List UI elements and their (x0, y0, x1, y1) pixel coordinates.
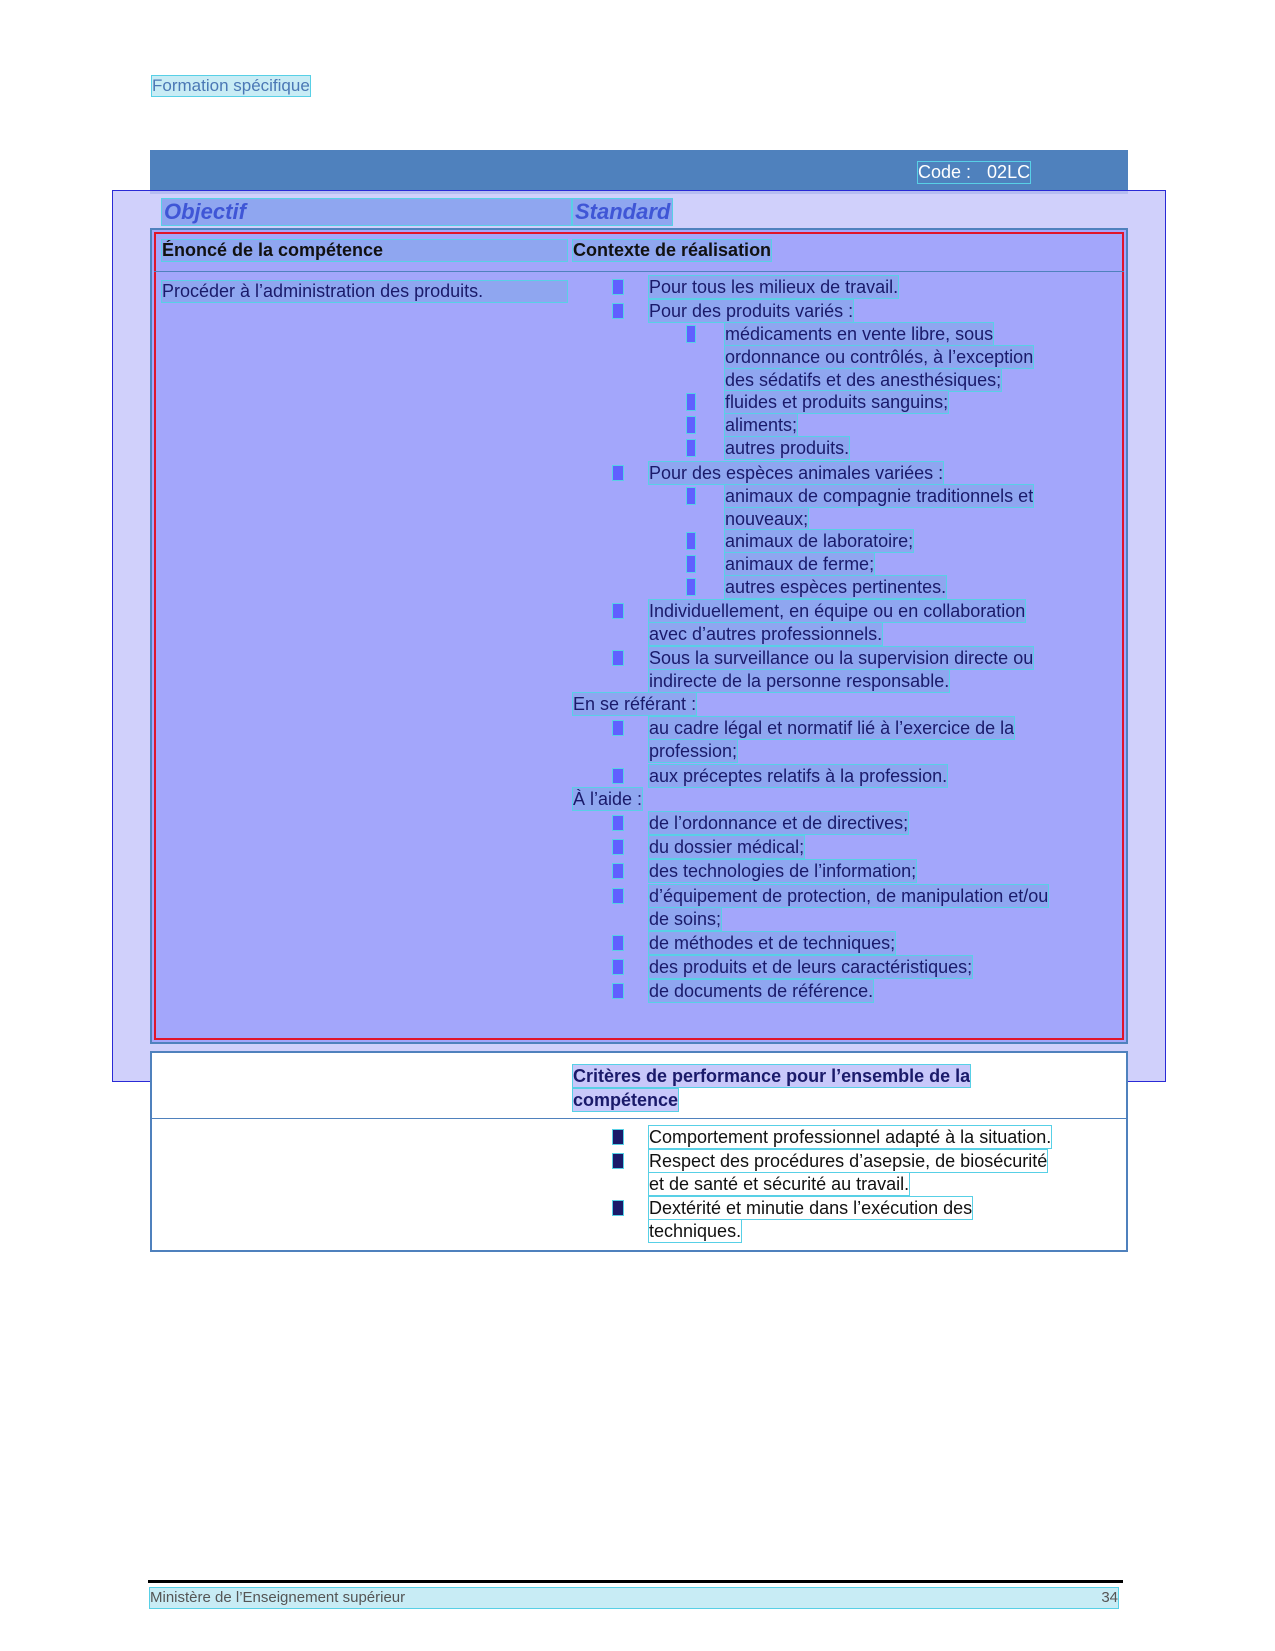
list-item: fluides et produits sanguins; (725, 392, 949, 412)
footer-ministry: Ministère de l’Enseignement supérieur (150, 1589, 406, 1606)
sub-bullet-icon (687, 417, 695, 433)
program-code (918, 162, 1030, 183)
heading-objectif: Objectif (162, 199, 571, 225)
list-item: Pour des espèces animales variées : (649, 463, 944, 483)
bullet-icon (613, 816, 623, 830)
sub-bullet-icon (687, 394, 695, 410)
list-item: autres produits. (725, 438, 850, 458)
bullet-icon (613, 651, 623, 665)
list-item: de méthodes et de techniques; (649, 933, 896, 953)
section-label: Formation spécifique (152, 76, 310, 95)
list-item: animaux de ferme; (725, 554, 875, 574)
sub-bullet-icon (687, 326, 695, 342)
competence-statement: Procéder à l’administration des produits. (162, 281, 567, 302)
list-item-continued: avec d’autres professionnels. (649, 624, 883, 644)
list-item: Pour tous les milieux de travail. (649, 277, 899, 297)
sub-bullet-icon (687, 579, 695, 595)
list-item: aliments; (725, 415, 798, 435)
bullet-icon (613, 1201, 623, 1215)
code-label: Code : (918, 162, 972, 182)
bullet-icon (613, 280, 623, 294)
list-item-continued: nouveaux; (725, 509, 809, 529)
column-header-statement: Énoncé de la compétence (162, 240, 567, 261)
bullet-icon (613, 864, 623, 878)
list-item: des technologies de l’information; (649, 861, 917, 881)
list-item-continued: et de santé et sécurité au travail. (649, 1174, 910, 1194)
bullet-icon (613, 936, 623, 950)
list-item: au cadre légal et normatif lié à l’exercice de la (649, 718, 1015, 738)
list-item-continued: profession; (649, 741, 738, 761)
bullet-icon (613, 984, 623, 998)
column-header-context: Contexte de réalisation (573, 240, 772, 260)
list-intro: En se référant : (573, 694, 697, 714)
sub-bullet-icon (687, 556, 695, 572)
criteria-header (573, 1064, 1033, 1112)
list-item: animaux de laboratoire; (725, 531, 914, 551)
list-item: d’équipement de protection, de manipulation et/ou (649, 886, 1049, 906)
list-item: autres espèces pertinentes. (725, 577, 947, 597)
list-item: du dossier médical; (649, 837, 805, 857)
list-item-continued: techniques. (649, 1221, 742, 1241)
list-item-continued: de soins; (649, 909, 722, 929)
sub-bullet-icon (687, 488, 695, 504)
bullet-icon (613, 840, 623, 854)
list-item: Sous la surveillance ou la supervision directe ou (649, 648, 1034, 668)
list-item-continued: indirecte de la personne responsable. (649, 671, 950, 691)
criteria-header-line: Critères de performance pour l’ensemble de la (573, 1066, 971, 1086)
criteria-header-line: compétence (573, 1090, 679, 1110)
list-item: de l’ordonnance et de directives; (649, 813, 909, 833)
list-intro: À l’aide : (573, 789, 643, 809)
page-footer (150, 1588, 1118, 1608)
footer-rule (148, 1580, 1123, 1583)
list-item: Respect des procédures d’asepsie, de biosécurité (649, 1151, 1048, 1171)
bullet-icon (613, 1130, 623, 1144)
list-item: Individuellement, en équipe ou en collaboration (649, 601, 1026, 621)
table-divider (152, 1118, 1126, 1119)
bullet-icon (613, 604, 623, 618)
page-number: 34 (1101, 1589, 1118, 1606)
list-item: Pour des produits variés : (649, 301, 854, 321)
bullet-icon (613, 1154, 623, 1168)
list-item: aux préceptes relatifs à la profession. (649, 766, 948, 786)
code-value: 02LC (987, 162, 1031, 182)
bullet-icon (613, 889, 623, 903)
bullet-icon (613, 960, 623, 974)
heading-standard: Standard (575, 199, 671, 224)
list-item: médicaments en vente libre, sous (725, 324, 994, 344)
bullet-icon (613, 769, 623, 783)
list-item: Dextérité et minutie dans l’exécution des (649, 1198, 973, 1218)
sub-bullet-icon (687, 533, 695, 549)
list-item: des produits et de leurs caractéristiques; (649, 957, 973, 977)
list-item-continued: ordonnance ou contrôlés, à l’exception (725, 347, 1034, 367)
sub-bullet-icon (687, 440, 695, 456)
list-item: de documents de référence. (649, 981, 874, 1001)
list-item-continued: des sédatifs et des anesthésiques; (725, 370, 1002, 390)
list-item: animaux de compagnie traditionnels et (725, 486, 1034, 506)
bullet-icon (613, 304, 623, 318)
list-item: Comportement professionnel adapté à la situation. (649, 1127, 1052, 1147)
bullet-icon (613, 466, 623, 480)
table-divider (154, 271, 1124, 272)
bullet-icon (613, 721, 623, 735)
